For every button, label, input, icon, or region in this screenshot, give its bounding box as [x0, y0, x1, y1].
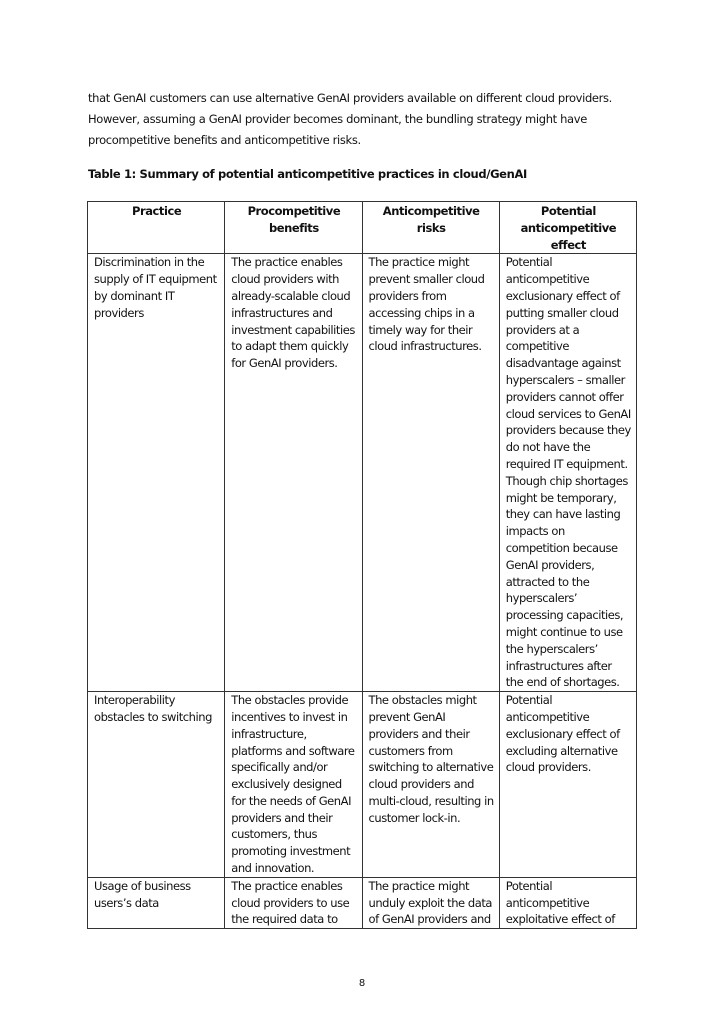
table-row — [88, 877, 637, 928]
header-procompetitive-benefits: Procompetitive benefits — [225, 202, 362, 254]
header-anticompetitive-risks: Anticompetitive risks — [362, 202, 499, 254]
cell-benefits: The practice enables cloud providers with already-scalable cloud infrastructures and investment capabilities to adapt them quickly for GenAI providers. — [225, 254, 362, 692]
cell-effect: Potential anticompetitive exclusionary effect of excluding alternative cloud providers. — [499, 692, 636, 878]
cell-risks: The practice might prevent smaller cloud providers from accessing chips in a timely way for their cloud infrastructures. — [362, 254, 499, 692]
intro-paragraph: that GenAI customers can use alternative GenAI providers available on different cloud providers. However, assuming a GenAI provider becomes dominant, the bundling strategy might have procompetitive benefits and anticompetitive risks. — [88, 91, 612, 147]
table-row — [88, 692, 637, 878]
header-practice: Practice — [88, 202, 225, 254]
cell-practice: Interoperability obstacles to switching — [88, 692, 225, 878]
summary-table — [87, 201, 637, 929]
cell-effect: Potential anticompetitive exploitative effect of — [499, 877, 636, 928]
cell-effect: Potential anticompetitive exclusionary effect of putting smaller cloud providers at a competitive disadvantage against hyperscalers – smaller providers cannot offer cloud services to GenAI providers because they do not have the required IT equipment. Though chip shortages might be temporary, they can have lasting impacts on competition because GenAI providers, attracted to the hyperscalers’ processing capacities, might continue to use the hyperscalers’ infrastructures after the end of shortages. — [499, 254, 636, 692]
page-number: 8 — [358, 978, 366, 989]
cell-risks: The practice might unduly exploit the data of GenAI providers and — [362, 877, 499, 928]
table-row — [88, 254, 637, 692]
cell-benefits: The obstacles provide incentives to invest in infrastructure, platforms and software specifically and/or exclusively designed for the needs of GenAI providers and their customers, thus promoting investment and innovation. — [225, 692, 362, 878]
table-caption: Table 1: Summary of potential anticompetitive practices in cloud/GenAI — [88, 167, 527, 181]
cell-practice: Usage of business users’s data — [88, 877, 225, 928]
cell-practice: Discrimination in the supply of IT equipment by dominant IT providers — [88, 254, 225, 692]
header-potential-effect: Potential anticompetitive effect — [499, 202, 636, 254]
cell-risks: The obstacles might prevent GenAI providers and their customers from switching to alternative cloud providers and multi-cloud, resulting in customer lock-in. — [362, 692, 499, 878]
cell-benefits: The practice enables cloud providers to use the required data to — [225, 877, 362, 928]
table-header-row — [88, 202, 637, 254]
